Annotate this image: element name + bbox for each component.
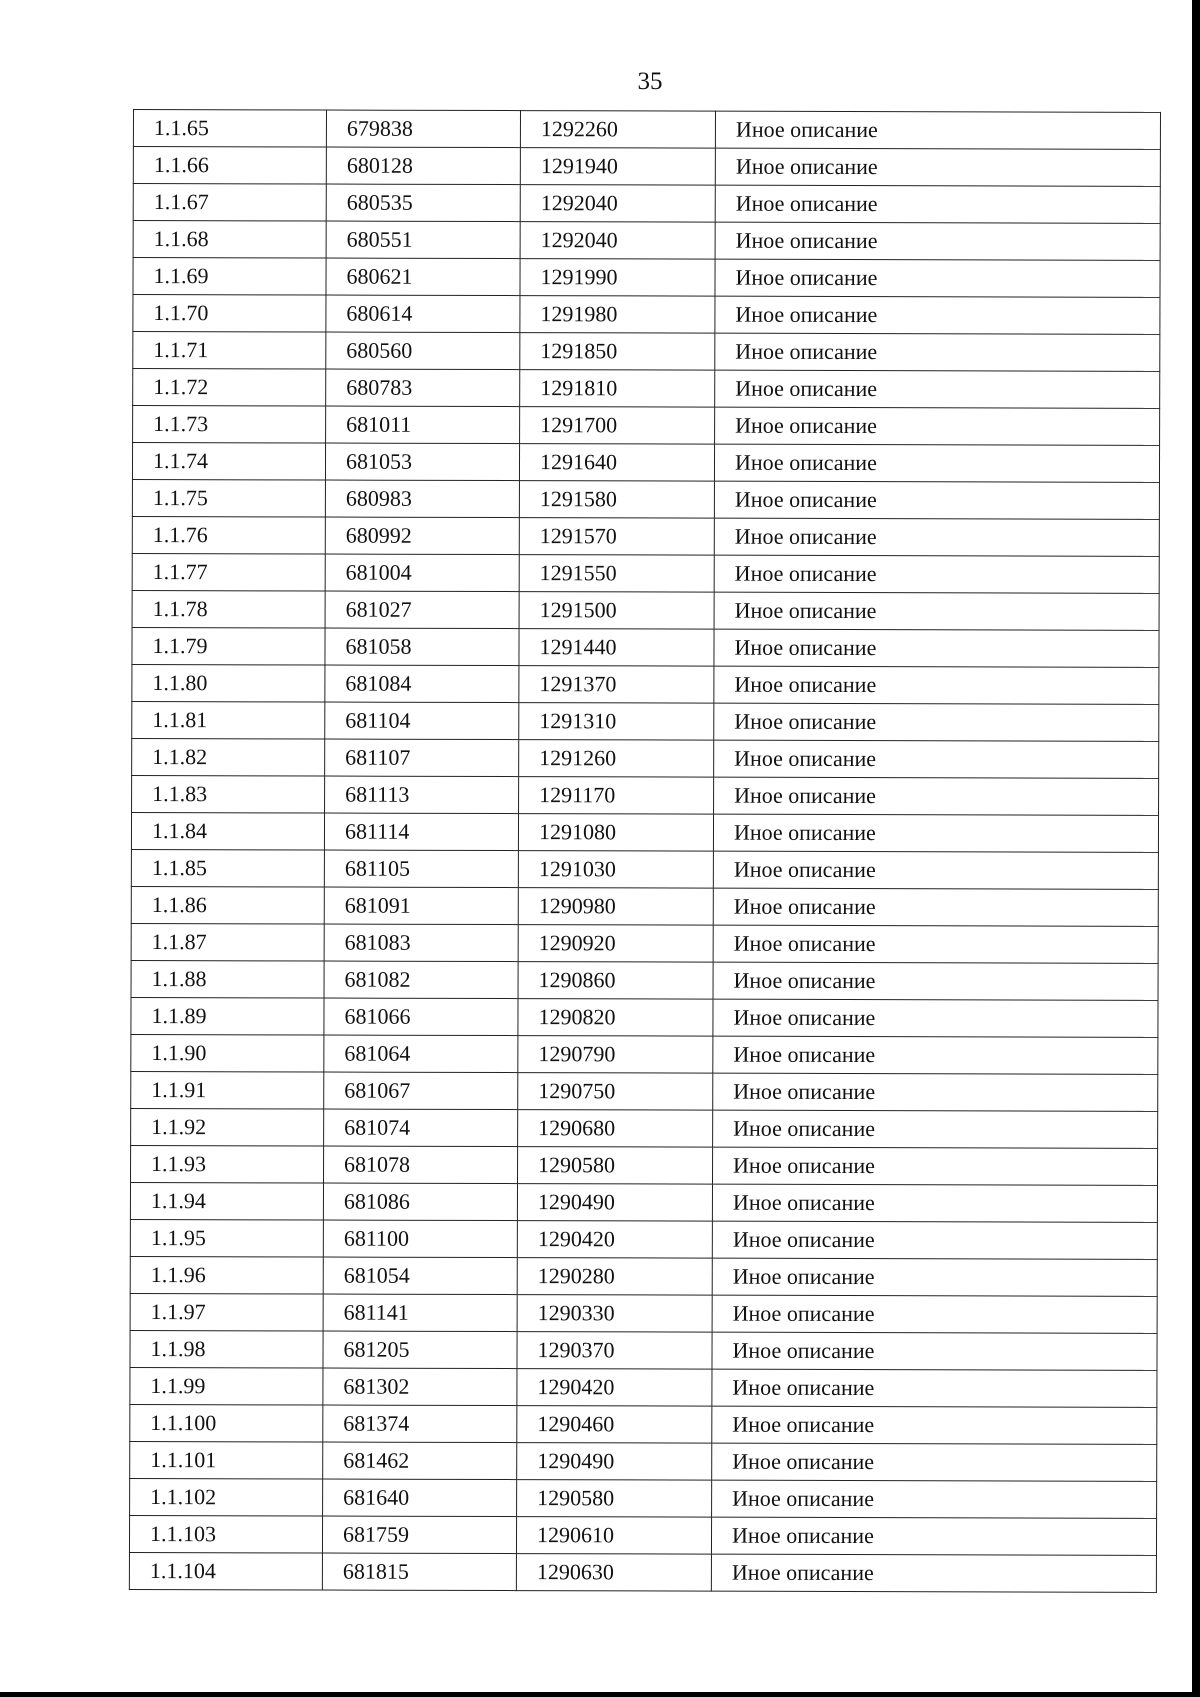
description-cell: Иное описание — [712, 1406, 1157, 1444]
row-number-cell: 1.1.99 — [130, 1367, 323, 1405]
page-edge-right — [1192, 0, 1200, 1697]
table-row — [132, 701, 1159, 741]
x-coordinate-cell: 681205 — [323, 1331, 517, 1369]
y-coordinate-cell: 1291500 — [519, 592, 714, 630]
table-row — [131, 812, 1158, 852]
description-cell: Иное описание — [714, 444, 1159, 482]
table-row — [131, 1108, 1158, 1148]
table-row — [132, 738, 1159, 778]
row-number-cell: 1.1.91 — [131, 1071, 324, 1109]
table-row — [131, 849, 1158, 889]
description-cell: Иное описание — [715, 148, 1160, 186]
table-row — [130, 1256, 1157, 1296]
description-cell: Иное описание — [715, 111, 1160, 149]
x-coordinate-cell: 680983 — [325, 480, 519, 518]
description-cell: Иное описание — [711, 1554, 1156, 1592]
table-row — [133, 221, 1160, 261]
x-coordinate-cell: 681086 — [323, 1183, 517, 1221]
description-cell: Иное описание — [712, 1221, 1157, 1259]
description-cell: Иное описание — [713, 888, 1158, 926]
x-coordinate-cell: 681141 — [323, 1294, 517, 1332]
row-number-cell: 1.1.72 — [133, 369, 326, 407]
y-coordinate-cell: 1290920 — [518, 925, 713, 963]
table-row — [130, 1293, 1157, 1333]
x-coordinate-cell: 680535 — [326, 184, 520, 222]
x-coordinate-cell: 681054 — [323, 1257, 517, 1295]
description-cell: Иное описание — [712, 1258, 1157, 1296]
table-row — [130, 1219, 1157, 1259]
x-coordinate-cell: 681759 — [322, 1516, 516, 1554]
description-cell: Иное описание — [715, 259, 1160, 297]
y-coordinate-cell: 1291990 — [520, 259, 715, 297]
row-number-cell: 1.1.94 — [130, 1182, 323, 1220]
table-row — [133, 332, 1160, 372]
x-coordinate-cell: 681074 — [324, 1109, 518, 1147]
y-coordinate-cell: 1291310 — [519, 703, 714, 741]
description-cell: Иное описание — [714, 481, 1159, 519]
x-coordinate-cell: 681066 — [324, 998, 518, 1036]
table-row — [133, 295, 1160, 335]
row-number-cell: 1.1.77 — [132, 553, 325, 591]
table-row — [133, 258, 1160, 298]
x-coordinate-cell: 681027 — [325, 591, 519, 629]
y-coordinate-cell: 1290980 — [518, 888, 713, 926]
x-coordinate-cell: 680551 — [326, 221, 520, 259]
coordinates-table-body — [129, 110, 1160, 1593]
y-coordinate-cell: 1290280 — [517, 1258, 712, 1296]
table-row — [130, 1182, 1157, 1222]
y-coordinate-cell: 1290790 — [518, 1036, 713, 1074]
y-coordinate-cell: 1291370 — [519, 666, 714, 704]
table-row — [133, 110, 1160, 150]
x-coordinate-cell: 680992 — [325, 517, 519, 555]
page-edge-bottom — [0, 1692, 1200, 1697]
y-coordinate-cell: 1290460 — [517, 1406, 712, 1444]
description-cell: Иное описание — [714, 703, 1159, 741]
x-coordinate-cell: 681374 — [323, 1405, 517, 1443]
description-cell: Иное описание — [715, 370, 1160, 408]
description-cell: Иное описание — [712, 1369, 1157, 1407]
x-coordinate-cell: 680621 — [326, 258, 520, 296]
description-cell: Иное описание — [714, 629, 1159, 667]
y-coordinate-cell: 1290490 — [517, 1184, 712, 1222]
y-coordinate-cell: 1291260 — [519, 740, 714, 778]
table-row — [132, 590, 1159, 630]
table-row — [132, 479, 1159, 519]
row-number-cell: 1.1.81 — [132, 701, 325, 739]
table-row — [132, 443, 1159, 483]
row-number-cell: 1.1.75 — [132, 479, 325, 517]
y-coordinate-cell: 1290420 — [517, 1369, 712, 1407]
y-coordinate-cell: 1290330 — [517, 1295, 712, 1333]
y-coordinate-cell: 1290420 — [517, 1221, 712, 1259]
x-coordinate-cell: 681064 — [324, 1035, 518, 1073]
row-number-cell: 1.1.103 — [129, 1515, 322, 1553]
x-coordinate-cell: 681004 — [325, 554, 519, 592]
y-coordinate-cell: 1291550 — [519, 555, 714, 593]
y-coordinate-cell: 1290820 — [518, 999, 713, 1037]
row-number-cell: 1.1.71 — [133, 332, 326, 370]
x-coordinate-cell: 681053 — [325, 443, 519, 481]
x-coordinate-cell: 681462 — [323, 1442, 517, 1480]
description-cell: Иное описание — [715, 407, 1160, 445]
y-coordinate-cell: 1290370 — [517, 1332, 712, 1370]
table-row — [131, 1071, 1158, 1111]
description-cell: Иное описание — [712, 1443, 1157, 1481]
x-coordinate-cell: 681084 — [325, 665, 519, 703]
table-row — [133, 184, 1160, 224]
y-coordinate-cell: 1291940 — [520, 148, 715, 186]
row-number-cell: 1.1.86 — [131, 886, 324, 924]
x-coordinate-cell: 680783 — [326, 369, 520, 407]
description-cell: Иное описание — [712, 1147, 1157, 1185]
x-coordinate-cell: 681113 — [325, 776, 519, 814]
y-coordinate-cell: 1290860 — [518, 962, 713, 1000]
row-number-cell: 1.1.89 — [131, 997, 324, 1035]
row-number-cell: 1.1.97 — [130, 1293, 323, 1331]
row-number-cell: 1.1.92 — [131, 1108, 324, 1146]
row-number-cell: 1.1.82 — [132, 738, 325, 776]
table-row — [132, 775, 1159, 815]
y-coordinate-cell: 1290680 — [518, 1110, 713, 1148]
row-number-cell: 1.1.66 — [133, 147, 326, 185]
table-row — [131, 923, 1158, 963]
table-row — [129, 1515, 1156, 1555]
row-number-cell: 1.1.93 — [131, 1145, 324, 1183]
description-cell: Иное описание — [711, 1517, 1156, 1555]
y-coordinate-cell: 1291570 — [519, 518, 714, 556]
row-number-cell: 1.1.96 — [130, 1256, 323, 1294]
x-coordinate-cell: 681104 — [325, 702, 519, 740]
description-cell: Иное описание — [714, 592, 1159, 630]
y-coordinate-cell: 1291170 — [519, 777, 714, 815]
y-coordinate-cell: 1291580 — [519, 481, 714, 519]
table-row — [131, 1034, 1158, 1074]
description-cell: Иное описание — [714, 740, 1159, 778]
row-number-cell: 1.1.74 — [132, 443, 325, 481]
row-number-cell: 1.1.90 — [131, 1034, 324, 1072]
row-number-cell: 1.1.69 — [133, 258, 326, 296]
table-row — [131, 886, 1158, 926]
y-coordinate-cell: 1291980 — [520, 296, 715, 334]
description-cell: Иное описание — [713, 814, 1158, 852]
y-coordinate-cell: 1291640 — [519, 444, 714, 482]
y-coordinate-cell: 1290490 — [517, 1443, 712, 1481]
row-number-cell: 1.1.98 — [130, 1330, 323, 1368]
table-row — [132, 553, 1159, 593]
y-coordinate-cell: 1291700 — [520, 407, 715, 445]
row-number-cell: 1.1.73 — [133, 406, 326, 444]
table-row — [130, 1404, 1157, 1444]
table-row — [131, 1145, 1158, 1185]
x-coordinate-cell: 681078 — [324, 1146, 518, 1184]
description-cell: Иное описание — [713, 999, 1158, 1037]
description-cell: Иное описание — [713, 1073, 1158, 1111]
row-number-cell: 1.1.68 — [133, 221, 326, 259]
row-number-cell: 1.1.79 — [132, 627, 325, 665]
x-coordinate-cell: 680128 — [326, 147, 520, 185]
description-cell: Иное описание — [712, 1295, 1157, 1333]
y-coordinate-cell: 1292040 — [520, 185, 715, 223]
y-coordinate-cell: 1290630 — [516, 1554, 711, 1592]
table-row — [132, 664, 1159, 704]
x-coordinate-cell: 681640 — [323, 1479, 517, 1517]
page-number: 35 — [637, 68, 663, 95]
x-coordinate-cell: 681082 — [324, 961, 518, 999]
y-coordinate-cell: 1291030 — [518, 851, 713, 889]
description-cell: Иное описание — [714, 777, 1159, 815]
y-coordinate-cell: 1291850 — [520, 333, 715, 371]
table-row — [132, 627, 1159, 667]
row-number-cell: 1.1.70 — [133, 295, 326, 333]
table-row — [131, 960, 1158, 1000]
coordinates-table — [129, 109, 1161, 1593]
x-coordinate-cell: 681083 — [324, 924, 518, 962]
description-cell: Иное описание — [714, 518, 1159, 556]
x-coordinate-cell: 680560 — [326, 332, 520, 370]
row-number-cell: 1.1.83 — [132, 775, 325, 813]
row-number-cell: 1.1.104 — [129, 1552, 322, 1590]
table-row — [133, 406, 1160, 446]
description-cell: Иное описание — [715, 296, 1160, 334]
description-cell: Иное описание — [713, 851, 1158, 889]
description-cell: Иное описание — [712, 1332, 1157, 1370]
x-coordinate-cell: 681815 — [322, 1553, 516, 1591]
row-number-cell: 1.1.88 — [131, 960, 324, 998]
description-cell: Иное описание — [712, 1184, 1157, 1222]
x-coordinate-cell: 681067 — [324, 1072, 518, 1110]
row-number-cell: 1.1.65 — [133, 110, 326, 148]
row-number-cell: 1.1.76 — [132, 516, 325, 554]
x-coordinate-cell: 681091 — [324, 887, 518, 925]
x-coordinate-cell: 680614 — [326, 295, 520, 333]
table-row — [130, 1367, 1157, 1407]
description-cell: Иное описание — [714, 666, 1159, 704]
table-row — [130, 1330, 1157, 1370]
row-number-cell: 1.1.102 — [130, 1478, 323, 1516]
row-number-cell: 1.1.85 — [131, 849, 324, 887]
x-coordinate-cell: 681011 — [326, 406, 520, 444]
x-coordinate-cell: 681105 — [324, 850, 518, 888]
y-coordinate-cell: 1291080 — [518, 814, 713, 852]
table-row — [132, 516, 1159, 556]
x-coordinate-cell: 679838 — [326, 110, 520, 148]
row-number-cell: 1.1.95 — [130, 1219, 323, 1257]
y-coordinate-cell: 1291810 — [520, 370, 715, 408]
description-cell: Иное описание — [714, 555, 1159, 593]
table-row — [130, 1478, 1157, 1518]
row-number-cell: 1.1.67 — [133, 184, 326, 222]
row-number-cell: 1.1.80 — [132, 664, 325, 702]
x-coordinate-cell: 681114 — [324, 813, 518, 851]
table-row — [129, 1552, 1156, 1592]
y-coordinate-cell: 1290750 — [518, 1073, 713, 1111]
y-coordinate-cell: 1292040 — [520, 222, 715, 260]
y-coordinate-cell: 1292260 — [520, 111, 715, 149]
y-coordinate-cell: 1290580 — [518, 1147, 713, 1185]
table-row — [133, 369, 1160, 409]
row-number-cell: 1.1.84 — [131, 812, 324, 850]
x-coordinate-cell: 681058 — [325, 628, 519, 666]
description-cell: Иное описание — [713, 962, 1158, 1000]
x-coordinate-cell: 681107 — [325, 739, 519, 777]
y-coordinate-cell: 1290610 — [516, 1517, 711, 1555]
description-cell: Иное описание — [715, 222, 1160, 260]
description-cell: Иное описание — [713, 1110, 1158, 1148]
y-coordinate-cell: 1291440 — [519, 629, 714, 667]
row-number-cell: 1.1.87 — [131, 923, 324, 961]
description-cell: Иное описание — [715, 185, 1160, 223]
row-number-cell: 1.1.78 — [132, 590, 325, 628]
y-coordinate-cell: 1290580 — [517, 1480, 712, 1518]
x-coordinate-cell: 681100 — [323, 1220, 517, 1258]
table-row — [133, 147, 1160, 187]
x-coordinate-cell: 681302 — [323, 1368, 517, 1406]
row-number-cell: 1.1.101 — [130, 1441, 323, 1479]
description-cell: Иное описание — [713, 925, 1158, 963]
description-cell: Иное описание — [713, 1036, 1158, 1074]
description-cell: Иное описание — [715, 333, 1160, 371]
table-row — [130, 1441, 1157, 1481]
description-cell: Иное описание — [712, 1480, 1157, 1518]
row-number-cell: 1.1.100 — [130, 1404, 323, 1442]
table-row — [131, 997, 1158, 1037]
